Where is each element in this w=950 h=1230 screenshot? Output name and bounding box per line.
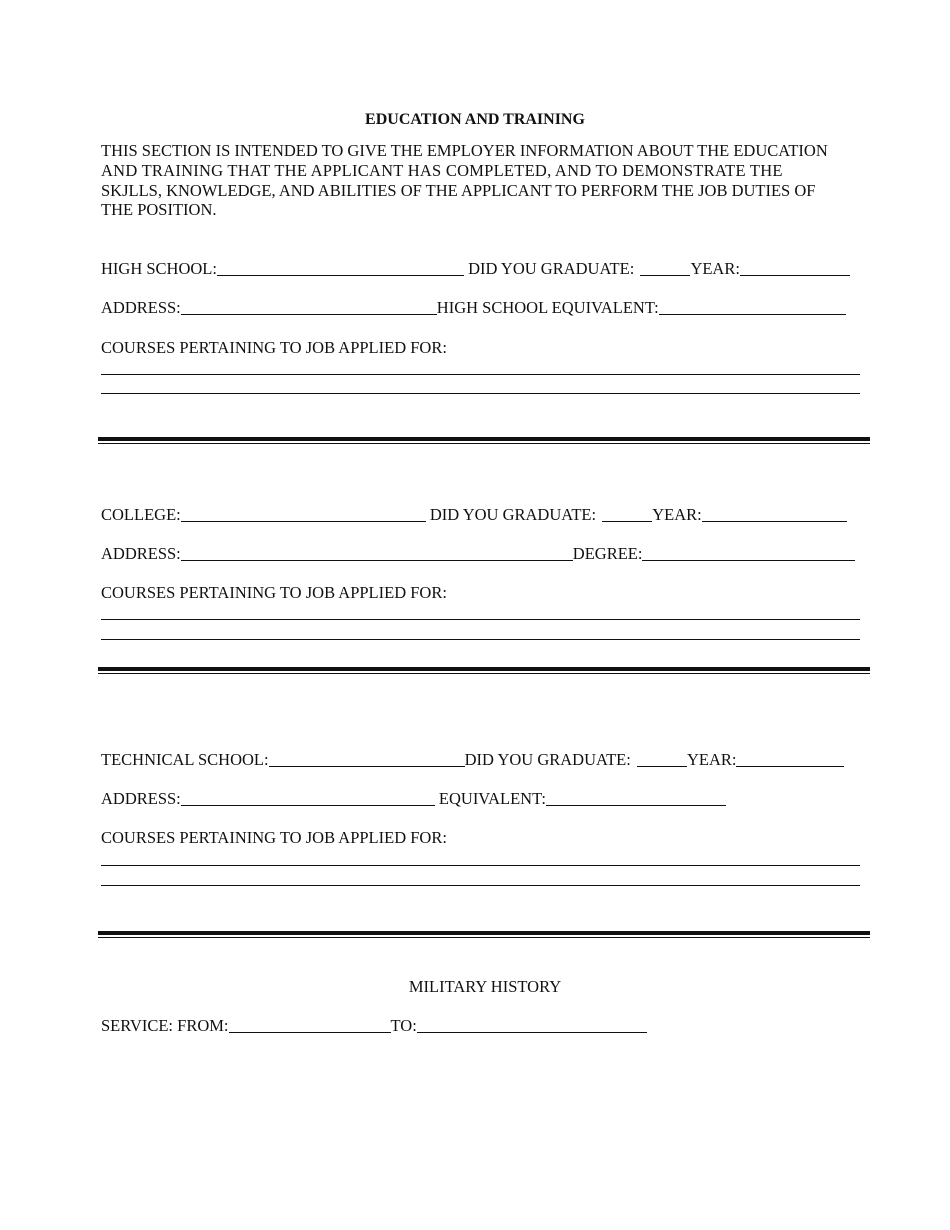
high-school-address-row: [101, 298, 846, 318]
technical-school-label: TECHNICAL SCHOOL:: [101, 750, 269, 769]
graduate-field[interactable]: [640, 260, 690, 276]
college-courses-row: [101, 583, 447, 603]
section-divider: [98, 667, 870, 669]
technical-courses-row: [101, 828, 447, 848]
equivalent-field[interactable]: [546, 790, 726, 806]
college-field[interactable]: [181, 506, 426, 522]
year-field[interactable]: [702, 506, 847, 522]
address-label: ADDRESS:: [101, 298, 181, 317]
service-from-label: SERVICE: FROM:: [101, 1016, 229, 1035]
courses-line-2[interactable]: [101, 639, 860, 640]
courses-label: COURSES PERTAINING TO JOB APPLIED FOR:: [101, 828, 447, 847]
intro-line: THE POSITION.: [101, 200, 217, 220]
year-label: YEAR:: [690, 259, 740, 278]
degree-field[interactable]: [642, 545, 855, 561]
high-school-field[interactable]: [217, 260, 464, 276]
intro-line: AND TRAINING THAT THE APPLICANT HAS COMPLETED, AND TO DEMONSTRATE THE: [101, 160, 783, 180]
year-label: YEAR:: [652, 505, 702, 524]
service-from-field[interactable]: [229, 1017, 391, 1033]
equivalent-label: EQUIVALENT:: [438, 789, 546, 808]
service-row: [101, 1016, 647, 1036]
technical-school-row: [101, 750, 844, 770]
page-title: EDUCATION AND TRAINING: [365, 111, 585, 128]
high-school-equivalent-label: HIGH SCHOOL EQUIVALENT:: [436, 298, 659, 317]
address-label: ADDRESS:: [101, 789, 181, 808]
section-divider: [98, 931, 870, 933]
graduate-field[interactable]: [602, 506, 652, 522]
equivalent-field[interactable]: [659, 299, 846, 315]
courses-line-1[interactable]: [101, 619, 860, 620]
technical-address-row: [101, 789, 726, 809]
graduate-label: DID YOU GRADUATE:: [429, 505, 597, 524]
technical-school-field[interactable]: [269, 751, 465, 767]
military-history-title: MILITARY HISTORY: [408, 977, 562, 996]
courses-line-1[interactable]: [101, 374, 860, 375]
high-school-courses-row: [101, 338, 447, 358]
intro-paragraph: [101, 141, 861, 220]
service-to-field[interactable]: [417, 1017, 647, 1033]
graduate-field[interactable]: [637, 751, 687, 767]
high-school-row: [101, 259, 850, 279]
college-row: [101, 505, 847, 525]
graduate-label: DID YOU GRADUATE:: [464, 750, 631, 769]
college-address-row: [101, 544, 855, 564]
year-field[interactable]: [740, 260, 850, 276]
year-field[interactable]: [736, 751, 844, 767]
degree-label: DEGREE:: [572, 544, 643, 563]
address-field[interactable]: [181, 299, 437, 315]
courses-label: COURSES PERTAINING TO JOB APPLIED FOR:: [101, 583, 447, 602]
college-label: COLLEGE:: [101, 505, 181, 524]
service-to-label: TO:: [390, 1016, 417, 1035]
intro-line: THIS SECTION IS INTENDED TO GIVE THE EMPLOYER INFORMATION ABOUT THE EDUCATION: [101, 141, 828, 160]
courses-line-2[interactable]: [101, 393, 860, 394]
graduate-label: DID YOU GRADUATE:: [468, 259, 635, 278]
address-field[interactable]: [181, 545, 573, 561]
courses-line-2[interactable]: [101, 885, 860, 886]
high-school-label: HIGH SCHOOL:: [101, 259, 217, 278]
address-field[interactable]: [181, 790, 435, 806]
address-label: ADDRESS:: [101, 544, 181, 563]
intro-line: SKJLLS, KNOWLEDGE, AND ABILITIES OF THE APPLICANT TO PERFORM THE JOB DUTIES OF: [101, 180, 816, 200]
year-label: YEAR:: [686, 750, 737, 769]
courses-label: COURSES PERTAINING TO JOB APPLIED FOR:: [101, 338, 447, 357]
courses-line-1[interactable]: [101, 865, 860, 866]
section-divider: [98, 437, 870, 439]
